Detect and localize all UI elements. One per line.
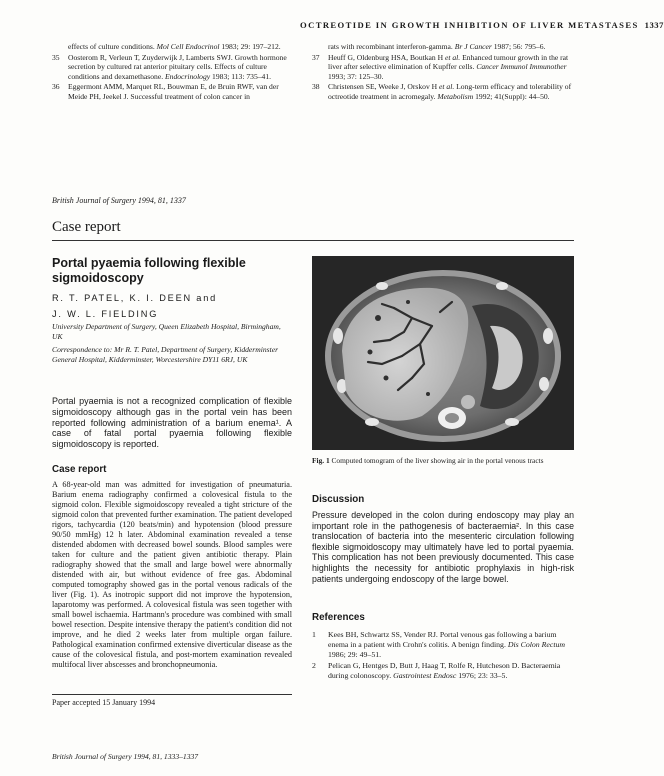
reference-journal: Gastrointest Endosc (393, 671, 457, 680)
reference-text: Pelican G, Hentges D, Butt J, Haag T, Rolfe R, Hutcheson D. Bacteraemia during colonoscopy. (328, 661, 561, 680)
reference-text: 1976; 23: 33–5. (456, 671, 508, 680)
correspondence: Correspondence to: Mr R. T. Patel, Department of Surgery, Kidderminster General Hospital, Kidderminster, Worcestershire DY11 6RJ, UK (52, 345, 279, 364)
reference-journal: Endocrinology (165, 71, 211, 81)
ct-scan-figure (312, 256, 574, 450)
reference-item (312, 630, 574, 660)
reference-number: 38 (312, 82, 320, 92)
affiliation: University Department of Surgery, Queen Elizabeth Hospital, Birmingham, UK (52, 322, 281, 341)
reference-journal: Cancer Immunol Immunother (476, 62, 567, 72)
article-title (52, 256, 292, 286)
reference-text: Long-term efficacy and tolerability of octreotide treatment in acromegaly. (328, 82, 572, 101)
footer-citation: British Journal of Surgery 1994, 81, 1333–1337 (52, 752, 199, 761)
top-references-left (52, 42, 292, 103)
reference-journal: Mol Cell Endocrinol (156, 42, 220, 51)
ct-scan-image (312, 256, 574, 450)
authors-line2: J. W. L. FIELDING (52, 309, 159, 319)
top-references-right (312, 42, 574, 103)
article-title-line2: sigmoidoscopy (52, 271, 144, 285)
reference-text: Heuff G, Oldenburg HSA, Boutkan H (328, 52, 445, 62)
reference-journal: et al. (439, 82, 455, 92)
article-title-line1: Portal pyaemia following flexible (52, 256, 246, 270)
reference-item (312, 53, 574, 82)
case-report-heading: Case report (52, 464, 107, 475)
reference-journal: et al. (445, 52, 461, 62)
section-title: Case report (52, 219, 121, 235)
reference-item (312, 661, 574, 681)
reference-text: 1983; 113: 735–41. (210, 71, 272, 81)
reference-text: 1993; 37: 125–30. (328, 71, 384, 81)
discussion-heading: Discussion (312, 494, 365, 505)
reference-text: 1992; 41(Suppl): 44–50. (473, 91, 550, 101)
reference-text: Eggermont AMM, Marquet RL, Bouwman E, de Bruin RWF, van der Meide PH, Jeekel J. Successful treatment of colon cancer in (68, 82, 279, 101)
case-report-text: A 68-year-old man was admitted for investigation of pneumaturia. Barium enema radiography confirmed a colovesical fistula to the sigmoid colon. Flexible sigmoidoscopy revealed a tight stricture of the sigmoid colon that prevented further examination. The patient developed rigors, tachycardia (120 beats/min) and hypotension (blood pressure 90/50 mmHg) 12 h later. Abdominal examination revealed a tense distended abdomen with decreased bowel sounds. Blood samples were taken for culture and the patient given antibiotic therapy. Plain radiography showed that the small and large bowel were abnormally distended with air, but without evidence of free gas. Abdominal computed tomography showed gas in the portal venous radicals of the liver (Fig. 1). As inotropic support did not improve the hypotension, laparotomy was performed. A colovesical fistula was seen together with small bowel ischaemia. Hartmann's procedure was combined with small bowel resection. Despite intensive therapy the patient's condition did not improve, and he died 2 weeks later from multiple organ failure. Pathological examination confirmed extensive diverticular disease as the cause of the colovesical fistula, and post-mortem examination revealed multifocal liver abscesses and bronchopneumonia. (52, 480, 292, 669)
reference-text: 1987; 56: 795–6. (491, 42, 546, 51)
reference-item (52, 82, 292, 101)
reference-number: 37 (312, 52, 320, 62)
reference-text: Oosterom R, Verleun T, Zuyderwijk J, Lamberts SWJ. Growth hormone secretion by cultured rat anterior pituitary cells. Effects of culture conditions and dexamethasone. (68, 52, 287, 81)
reference-item (312, 42, 574, 52)
paper-accepted: Paper accepted 15 January 1994 (52, 698, 156, 707)
reference-number: 1 (312, 630, 316, 639)
abstract: Portal pyaemia is not a recognized complication of flexible sigmoidoscopy although gas in the portal vein has been reported following administration of a barium enema¹. A case of fatal portal pyaemia following flexible sigmoidoscopy is reported. (52, 396, 292, 450)
reference-number: 2 (312, 661, 316, 670)
accepted-rule (52, 694, 292, 695)
authors (52, 290, 292, 322)
authors-line1: R. T. PATEL, K. I. DEEN and (52, 293, 218, 303)
reference-item (52, 53, 292, 82)
reference-journal: Br J Cancer (454, 42, 492, 51)
references-list (312, 630, 574, 682)
section-rule (52, 240, 574, 241)
reference-number: 36 (52, 82, 60, 92)
reference-number: 35 (52, 52, 60, 62)
discussion-text: Pressure developed in the colon during endoscopy may play an important role in the pathogenesis of bacteraemia². In this case translocation of bacteria into the mesenteric circulation following flexible sigmoidoscopy may ultimately have led to portal pyaemia. This complication has not been previously documented. This case highlights the necessity for antibiotic prophylaxis in high-risk patients undergoing endoscopy of the large bowel. (312, 510, 574, 584)
journal-citation: British Journal of Surgery 1994, 81, 1337 (52, 196, 186, 205)
reference-text: 1986; 29: 49–51. (328, 650, 382, 659)
reference-text: rats with recombinant interferon-gamma. (328, 42, 455, 51)
reference-text: Christensen SE, Weeke J, Orskov H (328, 82, 440, 92)
reference-journal: Metabolism (437, 91, 474, 101)
page-number: 1337 (644, 20, 664, 30)
reference-text: 1983; 29: 197–212. (219, 42, 281, 51)
running-head-title: OCTREOTIDE IN GROWTH INHIBITION OF LIVER METASTASES (300, 20, 639, 30)
references-heading: References (312, 612, 365, 623)
reference-item (312, 82, 574, 101)
reference-text: effects of culture conditions. (68, 42, 157, 51)
running-head (300, 20, 664, 30)
figure-caption-text: Computed tomogram of the liver showing air in the portal venous tracts (329, 456, 544, 465)
figure-caption (312, 456, 574, 465)
figure-label: Fig. 1 (312, 456, 330, 465)
reference-item (52, 42, 292, 52)
reference-journal: Dis Colon Rectum (507, 640, 566, 649)
reference-text: Enhanced tumour growth in the rat liver after selective elimination of Kupffer cells. (328, 52, 569, 72)
reference-text: Kees BH, Schwartz SS, Vender RJ. Portal venous gas following a barium enema in a patient with Crohn's colitis. A benign finding. (328, 630, 557, 649)
